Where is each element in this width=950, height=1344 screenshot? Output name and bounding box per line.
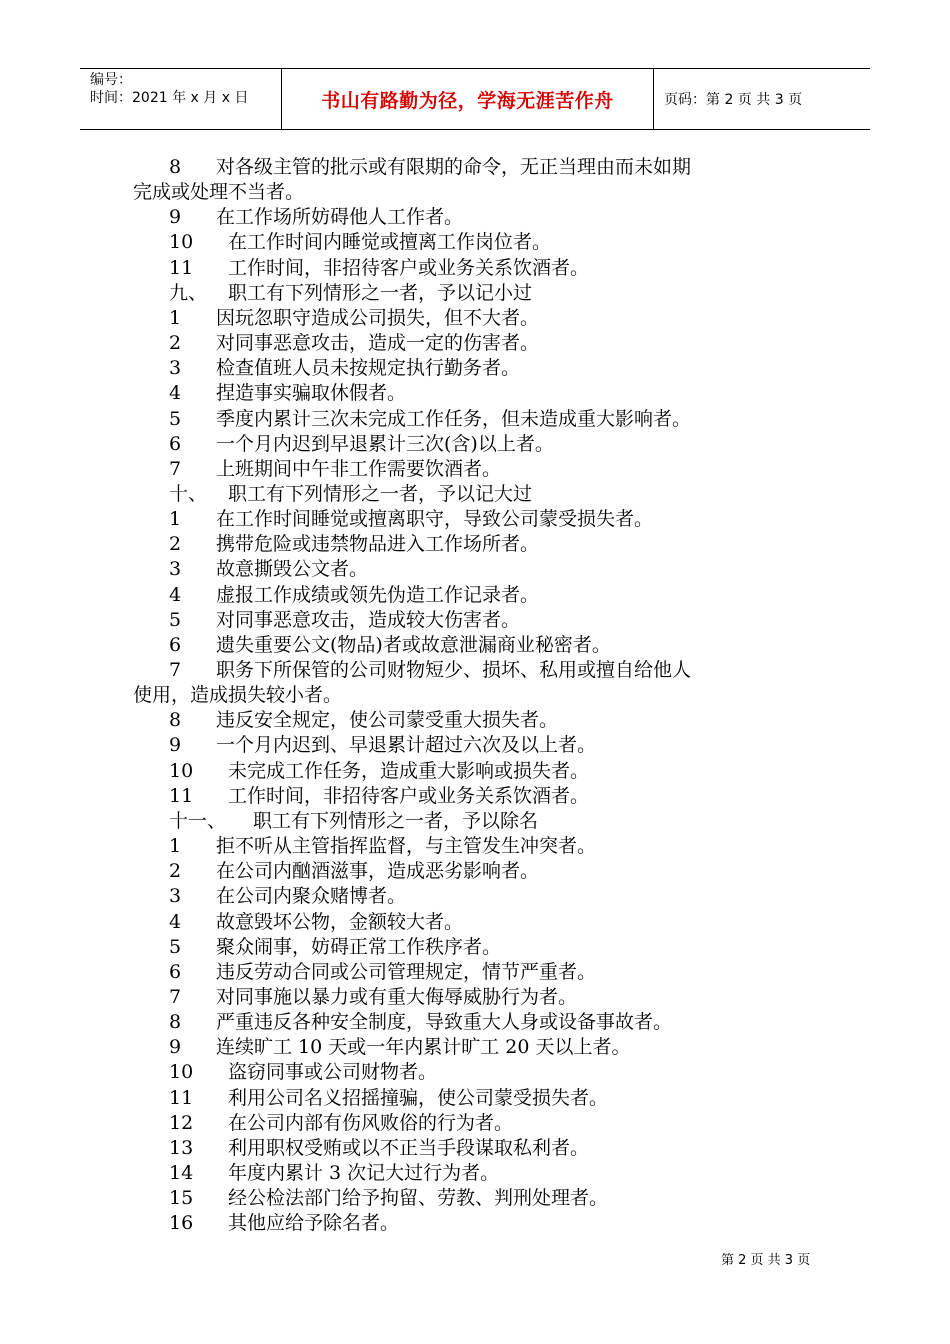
header-motto: 书山有路勤为径，学海无涯苦作舟 [282,69,654,129]
item-text: 完成或处理不当者。 [133,181,305,204]
item-text: 职工有下列情形之一者，予以除名 [253,809,539,832]
item-number: 1 [169,508,182,531]
serial-label: 编号： [90,72,132,88]
item-number: 8 [169,156,182,178]
item-number: 4 [169,583,182,606]
item-text: 故意毁坏公物，金额较大者。 [216,910,464,933]
item-number: 2 [169,332,182,355]
item-number: 2 [169,860,182,883]
item-text: 因玩忽职守造成公司损失，但不大者。 [216,306,540,329]
item-text: 在公司内聚众赌博者。 [216,885,407,908]
item-number: 1 [169,835,182,858]
footer-page-number: 第 2 页 共 3 页 [721,1253,811,1268]
item-text: 使用，造成损失较小者。 [133,684,343,707]
item-number: 4 [169,382,182,405]
item-number: 14 [169,1162,194,1184]
item-text: 利用职权受贿或以不正当手段谋取私利者。 [228,1136,590,1159]
item-text: 职工有下列情形之一者，予以记小过 [228,281,533,304]
item-text: 连续旷工 10 天或一年内累计旷工 20 天以上者。 [216,1036,631,1059]
item-text: 盗窃同事或公司财物者。 [228,1061,438,1084]
item-number: 10 [169,1061,194,1084]
item-text: 携带危险或违禁物品进入工作场所者。 [216,533,540,556]
item-text: 在公司内部有伤风败俗的行为者。 [228,1111,514,1134]
item-number: 9 [169,1036,182,1059]
item-text: 遗失重要公文(物品)者或故意泄漏商业秘密者。 [216,633,611,656]
item-text: 工作时间，非招待客户或业务关系饮酒者。 [228,784,590,807]
item-number: 11 [169,784,194,807]
header-page-number: 页码：第 2 页 共 3 页 [664,92,803,108]
item-number: 16 [169,1212,194,1235]
item-text: 严重违反各种安全制度，导致重大人身或设备事故者。 [216,1011,673,1034]
item-number: 5 [169,935,182,958]
item-number: 4 [169,910,182,933]
item-number: 11 [169,1086,194,1109]
item-text: 工作时间，非招待客户或业务关系饮酒者。 [228,256,590,279]
header-meta [80,69,282,129]
item-number: 十、 [169,482,208,505]
item-text: 在公司内酗酒滋事，造成恶劣影响者。 [216,860,540,883]
item-number: 8 [169,1011,182,1034]
item-number: 2 [169,533,182,556]
item-text: 检查值班人员未按规定执行勤务者。 [216,357,521,380]
item-text: 职工有下列情形之一者，予以记大过 [228,482,533,505]
item-number: 12 [169,1111,194,1134]
item-text: 年度内累计 3 次记大过行为者。 [228,1162,500,1184]
item-text: 违反安全规定，使公司蒙受重大损失者。 [216,709,559,732]
item-text: 捏造事实骗取休假者。 [216,382,407,405]
item-number: 7 [169,985,182,1008]
item-text: 虚报工作成绩或领先伪造工作记录者。 [216,583,540,606]
item-number: 5 [169,407,182,430]
item-text: 一个月内迟到、早退累计超过六次及以上者。 [216,734,597,757]
item-text: 违反劳动合同或公司管理规定，情节严重者。 [216,960,597,983]
item-text: 聚众闹事，妨碍正常工作秩序者。 [216,935,502,958]
item-text: 对各级主管的批示或有限期的命令，无正当理由而未如期 [216,156,692,178]
item-text: 在工作时间内睡觉或擅离工作岗位者。 [228,231,552,254]
item-number: 6 [169,633,182,656]
item-text: 在工作场所妨碍他人工作者。 [216,206,464,229]
item-number: 5 [169,608,182,631]
item-text: 上班期间中午非工作需要饮酒者。 [216,457,502,480]
item-text: 利用公司名义招摇撞骗，使公司蒙受损失者。 [228,1086,609,1109]
item-text: 职务下所保管的公司财物短少、损坏、私用或擅自给他人 [216,659,692,681]
item-number: 10 [169,231,194,254]
item-text: 一个月内迟到早退累计三次(含)以上者。 [216,432,554,455]
item-text: 在工作时间睡觉或擅离职守，导致公司蒙受损失者。 [216,508,654,531]
item-number: 8 [169,709,182,732]
item-text: 未完成工作任务，造成重大影响或损失者。 [228,759,590,782]
item-number: 10 [169,759,194,782]
item-number: 13 [169,1136,194,1159]
item-text: 对同事恶意攻击，造成一定的伤害者。 [216,332,540,355]
item-text: 其他应给予除名者。 [228,1212,400,1235]
item-number: 3 [169,357,182,380]
item-number: 9 [169,734,182,757]
item-number: 7 [169,457,182,480]
item-text: 故意撕毁公文者。 [216,558,369,581]
item-text: 季度内累计三次未完成工作任务，但未造成重大影响者。 [216,407,692,430]
item-text: 经公检法部门给予拘留、劳教、判刑处理者。 [228,1187,609,1210]
item-number: 11 [169,256,194,279]
time-label: 时间：2021 年 x 月 x 日 [90,90,249,106]
item-number: 3 [169,885,182,908]
item-number: 9 [169,206,182,229]
item-number: 3 [169,558,182,581]
item-number: 6 [169,960,182,983]
item-number: 九、 [169,281,208,304]
item-text: 对同事施以暴力或有重大侮辱威胁行为者。 [216,985,578,1008]
item-number: 15 [169,1187,194,1210]
item-number: 十一、 [169,809,227,832]
item-text: 拒不听从主管指挥监督，与主管发生冲突者。 [216,835,597,858]
page-header [80,68,870,130]
item-number: 7 [169,659,182,681]
item-number: 1 [169,306,182,329]
item-text: 对同事恶意攻击，造成较大伤害者。 [216,608,521,631]
item-number: 6 [169,432,182,455]
